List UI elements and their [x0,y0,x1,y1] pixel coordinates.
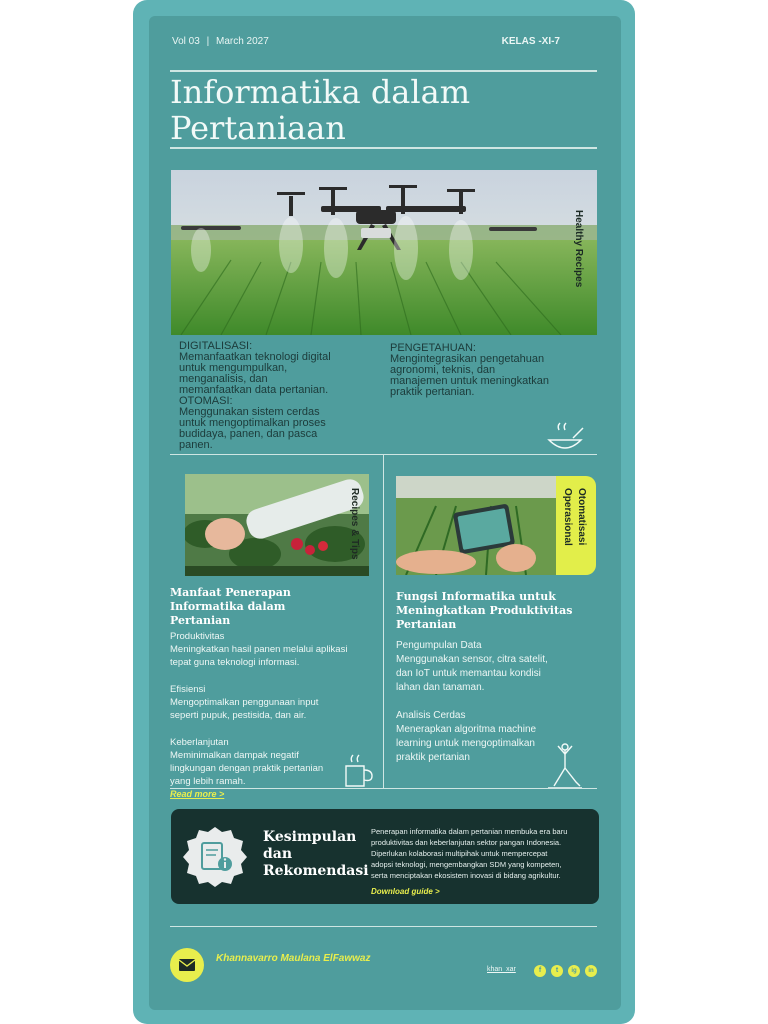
issue-header [172,36,598,52]
benefit-heading: Efisiensi [170,684,206,695]
title-line-2: Pertaniaan [170,109,346,147]
digitalisasi-heading: DIGITALISASI: [179,340,253,352]
benefit-line: tepat guna teknologi informasi. [170,657,300,668]
social-handle-link[interactable]: khan_xar [487,966,516,973]
hero-image-drones [171,170,597,335]
right-title-line: Meningkatkan Produktivitas [396,604,573,617]
otomasi-line: budidaya, panen, dan pasca [179,428,318,440]
facebook-icon[interactable]: f [534,965,546,977]
left-title-line: Pertanian [170,614,231,627]
mail-icon [170,948,204,982]
otomasi-line: panen. [179,439,213,451]
read-more-link[interactable]: Read more > [170,789,225,799]
left-image-greenhouse [185,474,369,576]
conclusion-line: Penerapan informatika dalam pertanian membuka era baru [371,827,568,836]
otomasi-line: untuk mengoptimalkan proses [179,417,326,429]
title-line-1: Informatika dalam [170,73,471,111]
page-title [170,74,590,146]
right-image-tablet-field [396,476,556,575]
book-info-icon [182,826,248,893]
function-line: praktik pertanian [396,752,470,763]
date-text: March 2027 [215,36,269,47]
pengetahuan-line: manajemen untuk meningkatkan [390,375,549,387]
function-line: learning untuk mengoptimalkan [396,738,535,749]
conclusion-title-line: Kesimpulan [263,829,357,845]
benefit-productivity [170,630,375,669]
benefit-line: seperti pupuk, pestisida, dan air. [170,710,307,721]
linkedin-icon[interactable]: in [585,965,597,977]
right-title-line: Pertanian [396,618,457,631]
benefit-line: Meningkatkan hasil panen melalui aplikasi [170,644,348,655]
conclusion-line: produktivitas dan keberlanjutan sektor pangan Indonesia. [371,838,562,847]
left-title-line: Informatika dalam [170,600,286,613]
function-heading: Pengumpulan Data [396,640,482,651]
automation-tag [556,476,596,575]
columns-bottom-rule [170,788,597,789]
title-rule [170,147,597,149]
hero-side-label: Healthy Recipes [573,210,584,288]
conclusion-line: adopsi teknologi, mengembangkan SDM yang kompeten, [371,860,562,869]
pengetahuan-line: Mengintegrasikan pengetahuan [390,353,545,365]
class-label: KELAS -XI-7 [501,36,560,47]
conclusion-title-line: dan [263,846,293,862]
conclusion-line: serta menciptakan ekosistem inovasi di bidang agrikultur. [371,871,561,880]
benefit-heading: Produktivitas [170,631,225,642]
footer-rule [170,926,597,927]
benefit-heading: Keberlanjutan [170,737,229,748]
function-line: Menggunakan sensor, citra satelit, [396,654,548,665]
function-line: dan IoT untuk memantau kondisi [396,668,541,679]
header-rule [170,70,597,72]
digitalisasi-line: Memanfaatkan teknologi digital [179,351,331,363]
tag-line-2: Operasional [562,488,573,546]
benefit-line: yang lebih ramah. [170,776,246,787]
right-column-title [396,590,596,632]
benefit-line: Mengoptimalkan penggunaan input [170,697,319,708]
function-line: lahan dan tanaman. [396,682,485,693]
twitter-icon[interactable]: t [551,965,563,977]
pengetahuan-line: agronomi, teknis, dan [390,364,496,376]
author-name: Khannavarro Maulana ElFawwaz [216,953,371,964]
benefit-line: lingkungan dengan praktik pertanian [170,763,324,774]
column-divider [383,455,384,788]
left-image-label: Recipes & Tips [349,488,360,560]
otomasi-line: Menggunakan sistem cerdas [179,406,320,418]
function-line: Menerapkan algoritma machine [396,724,537,735]
conclusion-line: Diperlukan kolaborasi multipihak untuk mempercepat [371,849,548,858]
function-heading: Analisis Cerdas [396,710,466,721]
benefit-efficiency [170,683,375,722]
mail-button[interactable] [170,948,204,982]
function-data-collection [396,639,592,695]
left-column-title [170,586,370,628]
definitions-right [390,343,590,398]
pengetahuan-heading: PENGETAHUAN: [390,342,476,354]
download-guide-link[interactable]: Download guide > [371,887,440,896]
digitalisasi-line: menganalisis, dan [179,373,268,385]
right-title-line: Fungsi Informatika untuk [396,590,556,603]
conclusion-text [371,826,596,881]
tag-line-1: Otomatisasi [576,488,587,546]
pengetahuan-line: praktik pertanian. [390,386,475,398]
definitions-left [179,341,384,451]
left-title-line: Manfaat Penerapan [170,586,291,599]
benefit-line: Meminimalkan dampak negatif [170,750,299,761]
conclusion-title-line: Rekomendasi [263,863,369,879]
otomasi-heading: OTOMASI: [179,395,233,407]
instagram-icon[interactable]: ig [568,965,580,977]
conclusion-title [263,829,373,880]
separator: | [206,36,210,47]
volume-text: Vol 03 [172,36,200,47]
digitalisasi-line: memanfaatkan data pertanian. [179,384,329,396]
digitalisasi-line: untuk mengumpulkan, [179,362,288,374]
issue-volume-date [172,36,269,47]
